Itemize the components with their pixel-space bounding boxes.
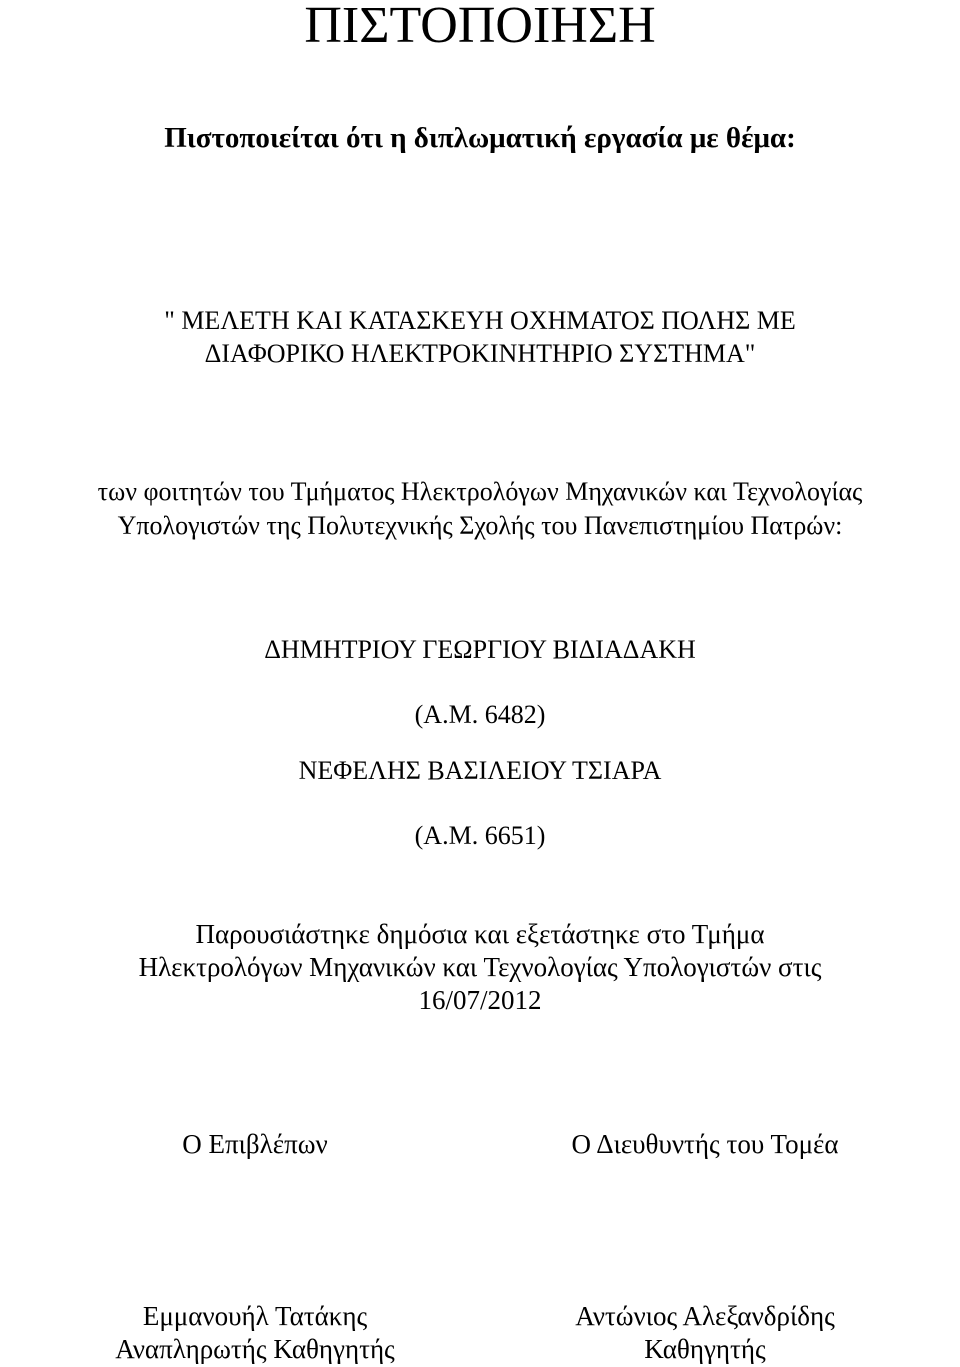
department-text-line-2: Υπολογιστών της Πολυτεχνικής Σχολής του Πανεπιστημίου Πατρών: <box>117 511 843 540</box>
student-1-registration: (Α.Μ. 6482) <box>414 700 546 729</box>
director-role: Ο Διευθυντής του Τομέα <box>571 1129 839 1159</box>
student-2-registration: (Α.Μ. 6651) <box>414 821 546 850</box>
supervisor-role: Ο Επιβλέπων <box>182 1129 328 1159</box>
supervisor-name: Εμμανουήλ Τατάκης <box>142 1301 368 1331</box>
page-title: ΠΙΣΤΟΠΟΙΗΣΗ <box>304 0 656 54</box>
presentation-text-line-2: Ηλεκτρολόγων Μηχανικών και Τεχνολογίας Υπολογιστών στις <box>138 952 822 982</box>
presentation-date: 16/07/2012 <box>418 985 542 1015</box>
thesis-title-line-1: " ΜΕΛΕΤΗ ΚΑΙ ΚΑΤΑΣΚΕΥΗ ΟΧΗΜΑΤΟΣ ΠΟΛΗΣ ΜΕ <box>164 306 796 335</box>
supervisor-title: Αναπληρωτής Καθηγητής <box>115 1334 395 1364</box>
student-2-name: ΝΕΦΕΛΗΣ ΒΑΣΙΛΕΙΟΥ ΤΣΙΑΡΑ <box>298 756 662 785</box>
certification-statement: Πιστοποιείται ότι η διπλωματική εργασία με θέμα: <box>164 122 796 154</box>
student-1-name: ΔΗΜΗΤΡΙΟΥ ΓΕΩΡΓΙΟΥ ΒΙΔΙΑΔΑΚΗ <box>264 635 696 664</box>
director-title: Καθηγητής <box>644 1334 766 1364</box>
presentation-text-line-1: Παρουσιάστηκε δημόσια και εξετάστηκε στο Τμήμα <box>195 919 765 949</box>
thesis-title-line-2: ΔΙΑΦΟΡΙΚΟ ΗΛΕΚΤΡΟΚΙΝΗΤΗΡΙΟ ΣΥΣΤΗΜΑ" <box>204 339 756 368</box>
department-text-line-1: των φοιτητών του Τμήματος Ηλεκτρολόγων Μηχανικών και Τεχνολογίας <box>97 477 863 506</box>
director-name: Αντώνιος Αλεξανδρίδης <box>575 1301 835 1331</box>
